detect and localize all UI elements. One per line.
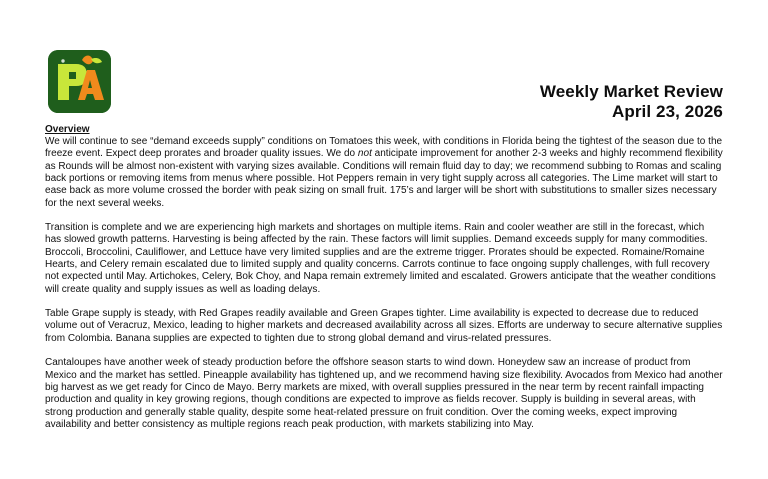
report-date: April 23, 2026	[611, 102, 723, 121]
overview-paragraph-tomatoes	[45, 136, 723, 210]
emphasis-text: not	[357, 148, 372, 160]
overview-paragraph-melons-berries: Cantaloupes have another week of steady production before the offshore season starts to wind down. Honeydew saw an increase of product from Mexico and the market has settled. Pineapple availability has tightened up, and we recommend having size flexibility. Avocados from Mexico had another big harvest as we get ready for Cinco de Mayo. Berry markets are mixed, with overall supplies pressured in the near term by recent rainfall impacting production and quality in key growing regions, though conditions are expected to improve as fields recover. Supply is building in several areas, with strong production and generally stable quality, despite some heat-related pressure on fruit condition. Over the coming weeks, expect improving availability and better consistency as multiple regions reach peak production, with markets stabilizing into May.	[45, 357, 723, 430]
overview-section	[45, 124, 723, 443]
paragraph-text: anticipate improvement for another 2-3 weeks and highly recommend flexibility as Rounds will be almost non-existent with varying sizes available. Conditions will remain fluid day to day; we recommend subbing to Romas and scaling back portions or removing items from menus where possible. Hot Peppers remain in very tight supply across all categories. The Lime market will start to ease back as more volume crossed the border with peak sizing on small fruit. 175’s and larger will be short with substitutions to smaller sizes necessary for the next several weeks.	[45, 148, 723, 209]
overview-paragraph-fruit-supply: Table Grape supply is steady, with Red Grapes readily available and Green Grapes tighter. Lime availability is expected to decrease due to reduced volume out of Veracruz, Mexico, leading to higher markets and decreased availability across all sizes. Efforts are underway to secure alternative supplies from Colombia. Banana supplies are expected to tighten due to strong global demand and virus-related pressures.	[45, 308, 723, 344]
company-logo	[48, 50, 111, 113]
report-title: Weekly Market Review	[539, 82, 723, 101]
section-heading-overview: Overview	[45, 124, 90, 135]
logo-graphic	[48, 50, 111, 113]
report-header	[393, 82, 723, 122]
paragraph-text: We will continue to see “demand exceeds supply” conditions on Tomatoes this week, with conditions in Florida being the tightest of the season due to the freeze event. Expect deep prorates and broader quality issues. We do	[45, 136, 723, 160]
overview-paragraph-transition: Transition is complete and we are experiencing high markets and shortages on multiple items. Rain and cooler weather are still in the forecast, which has slowed growth patterns. Harvesting is being affected by the rain. These factors will limit supplies. Demand exceeds supply for many commodities. Broccoli, Broccolini, Cauliflower, and Lettuce have very limited supplies and are the extreme trigger. Prorates should be expected. Romaine/Romaine Hearts, and Celery remain escalated due to limited supply and quality concerns. Carrots continue to face ongoing supply challenges, with full recovery not expected until May. Artichokes, Celery, Bok Choy, and Napa remain extremely limited and escalated. Growers anticipate that the weather conditions will create quality and supply issues as well as loading delays.	[45, 222, 716, 295]
